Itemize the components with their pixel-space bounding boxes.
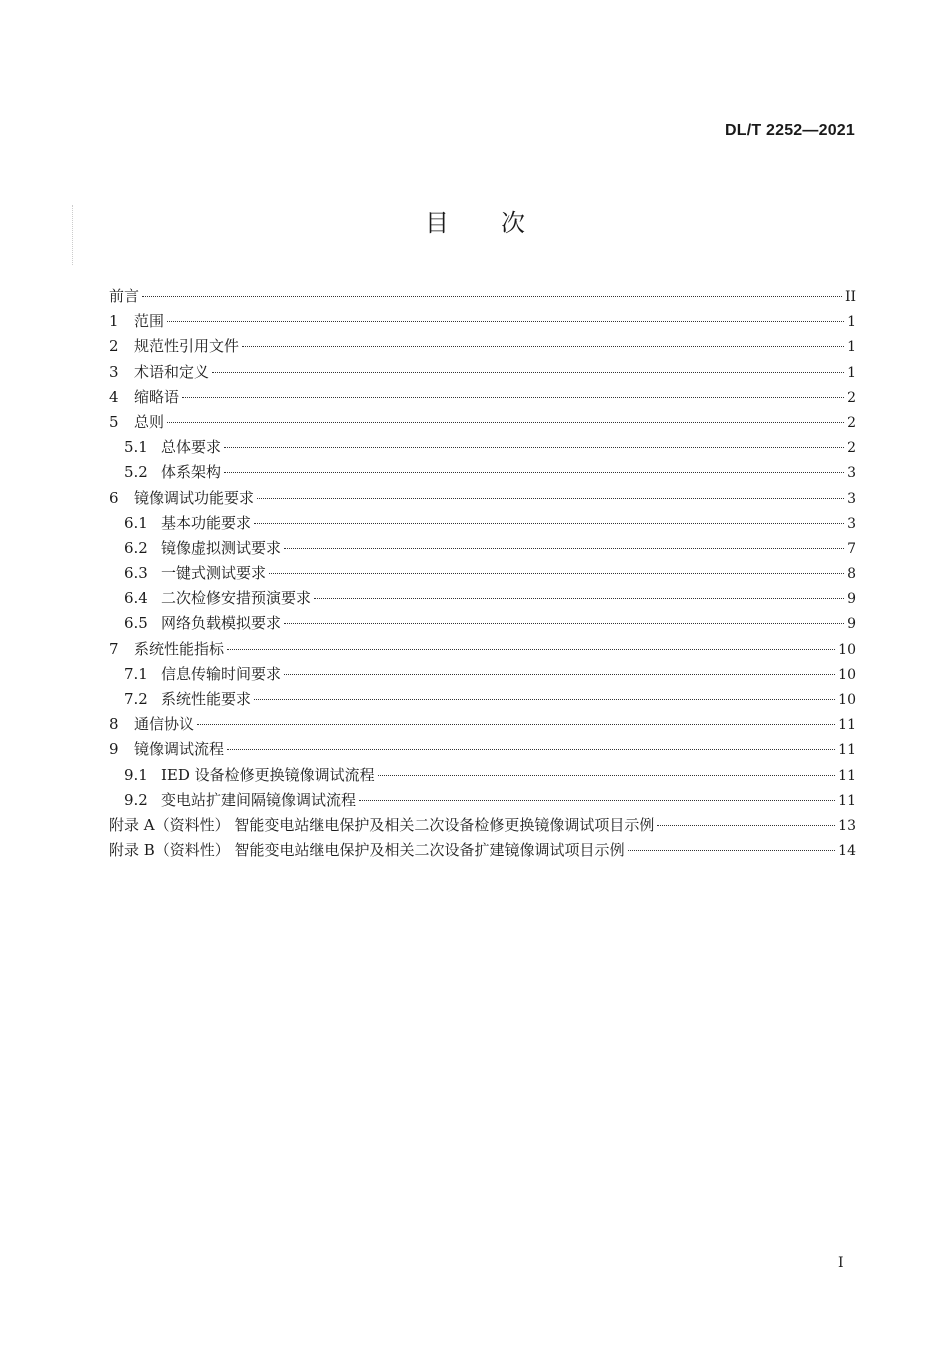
toc-entry-label: 镜像调试流程: [134, 740, 225, 759]
toc-entry-label: 通信协议: [134, 715, 195, 734]
toc-entry[interactable]: [109, 511, 856, 536]
toc-entry-page: 3: [847, 515, 856, 532]
table-of-contents: [109, 284, 856, 863]
toc-entry-page: 11: [838, 767, 856, 784]
dot-leader: [224, 472, 844, 473]
toc-entry-label: 规范性引用文件: [134, 337, 240, 356]
dot-leader: [227, 649, 835, 650]
toc-entry-label: 网络负载模拟要求: [161, 614, 282, 633]
toc-entry[interactable]: [109, 284, 856, 309]
page-title: 目次: [425, 209, 577, 237]
toc-entry-number: 9.1: [124, 765, 148, 784]
toc-entry[interactable]: [109, 712, 856, 737]
toc-entry-label: 范围: [134, 312, 165, 331]
toc-entry-number: 2: [109, 337, 119, 356]
toc-entry[interactable]: [109, 763, 856, 788]
toc-entry-page: 11: [838, 717, 856, 734]
document-code: DL/T 2252—2021: [725, 122, 855, 139]
toc-entry-page: 10: [838, 666, 856, 683]
toc-entry-page: 8: [847, 566, 856, 583]
dot-leader: [167, 321, 844, 322]
toc-entry-page: 13: [838, 817, 856, 834]
dot-leader: [314, 598, 844, 599]
toc-entry-label: 信息传输时间要求: [161, 664, 282, 683]
dot-leader: [227, 749, 835, 750]
toc-entry-page: 2: [847, 440, 856, 457]
toc-entry-label: 系统性能要求: [161, 690, 252, 708]
dot-leader: [254, 699, 835, 700]
page-number: I: [838, 1255, 844, 1271]
toc-entry-page: 3: [847, 465, 856, 482]
toc-entry-page: 14: [838, 843, 856, 860]
dot-leader: [242, 346, 844, 347]
toc-entry[interactable]: [109, 637, 856, 662]
toc-entry-label: 系统性能指标: [134, 639, 225, 658]
toc-entry-number: 6.2: [124, 538, 148, 557]
toc-entry-page: 11: [838, 742, 856, 759]
toc-entry-number: 9.2: [124, 790, 148, 809]
toc-entry-number: 5: [109, 412, 119, 431]
toc-entry[interactable]: [109, 586, 856, 611]
toc-entry-label: IED 设备检修更换镜像调试流程: [161, 765, 375, 784]
toc-entry-label: 缩略语: [134, 387, 180, 406]
dot-leader: [167, 422, 844, 423]
toc-entry-label: 附录 B（资料性） 智能变电站继电保护及相关二次设备扩建镜像调试项目示例: [109, 841, 625, 860]
toc-entry[interactable]: [109, 360, 856, 385]
toc-entry-number: 6.3: [124, 564, 148, 583]
toc-entry[interactable]: [109, 687, 856, 712]
toc-entry-page: 2: [847, 414, 856, 431]
toc-entry-number: 6.1: [124, 513, 148, 532]
dot-leader: [269, 573, 844, 574]
toc-entry[interactable]: [109, 385, 856, 410]
toc-entry-page: 2: [847, 389, 856, 406]
toc-entry-number: 4: [109, 387, 119, 406]
toc-entry-number: 5.2: [124, 463, 148, 482]
toc-entry-label: 一键式测试要求: [161, 564, 267, 583]
dot-leader: [628, 850, 836, 851]
toc-entry-label: 附录 A（资料性） 智能变电站继电保护及相关二次设备检修更换镜像调试项目示例: [109, 815, 655, 834]
dot-leader: [284, 548, 844, 549]
toc-entry-label: 基本功能要求: [161, 513, 252, 532]
toc-entry[interactable]: [109, 561, 856, 586]
toc-entry[interactable]: [109, 486, 856, 511]
toc-entry[interactable]: [109, 410, 856, 435]
dot-leader: [254, 523, 844, 524]
toc-entry-number: 7.1: [124, 664, 148, 683]
toc-entry[interactable]: [109, 813, 856, 838]
toc-entry-number: 3: [109, 362, 119, 381]
toc-entry-page: 10: [838, 641, 856, 658]
toc-entry[interactable]: [109, 662, 856, 687]
dot-leader: [182, 397, 844, 398]
toc-entry-number: 1: [109, 312, 119, 331]
toc-entry-label: 二次检修安措预演要求: [161, 589, 312, 608]
dot-leader: [197, 724, 835, 725]
dot-leader: [378, 775, 836, 776]
toc-entry-label: 变电站扩建间隔镜像调试流程: [161, 790, 357, 809]
dot-leader: [284, 623, 844, 624]
toc-entry-page: II: [844, 289, 856, 305]
toc-entry[interactable]: [109, 788, 856, 813]
toc-entry-label: 镜像调试功能要求: [134, 488, 255, 507]
toc-entry[interactable]: [109, 737, 856, 762]
toc-entry-page: 1: [847, 364, 856, 381]
toc-entry-label: 总体要求: [161, 438, 222, 457]
toc-entry-number: 6.4: [124, 589, 148, 608]
dot-leader: [284, 674, 835, 675]
toc-entry-page: 9: [847, 591, 856, 608]
toc-entry-number: 8: [109, 715, 119, 734]
toc-entry[interactable]: [109, 536, 856, 561]
toc-entry[interactable]: [109, 334, 856, 359]
toc-entry-label: 体系架构: [161, 463, 222, 482]
toc-entry-page: 1: [847, 339, 856, 356]
toc-entry[interactable]: [109, 309, 856, 334]
toc-entry-page: 3: [847, 490, 856, 507]
toc-entry[interactable]: [109, 838, 856, 863]
toc-entry-number: 5.1: [124, 438, 148, 457]
toc-entry-label: 前言: [109, 287, 140, 305]
dot-leader: [212, 372, 844, 373]
dot-leader: [359, 800, 835, 801]
toc-entry[interactable]: [109, 611, 856, 636]
dot-leader: [657, 825, 835, 826]
toc-entry-label: 总则: [134, 412, 165, 431]
toc-entry-label: 镜像虚拟测试要求: [161, 538, 282, 557]
toc-entry-number: 6: [109, 488, 119, 507]
dot-leader: [142, 296, 842, 297]
toc-entry-page: 7: [847, 540, 856, 557]
toc-entry-page: 9: [847, 616, 856, 633]
toc-entry[interactable]: [109, 460, 856, 485]
toc-entry-number: 6.5: [124, 614, 148, 633]
toc-entry-label: 术语和定义: [134, 362, 210, 381]
toc-entry-page: 1: [847, 314, 856, 331]
dot-leader: [224, 447, 844, 448]
toc-entry-page: 10: [838, 692, 856, 708]
toc-entry[interactable]: [109, 435, 856, 460]
toc-entry-number: 9: [109, 740, 119, 759]
toc-entry-number: 7: [109, 639, 119, 658]
toc-entry-number: 7.2: [124, 690, 148, 708]
toc-entry-page: 11: [838, 792, 856, 809]
dot-leader: [257, 498, 844, 499]
